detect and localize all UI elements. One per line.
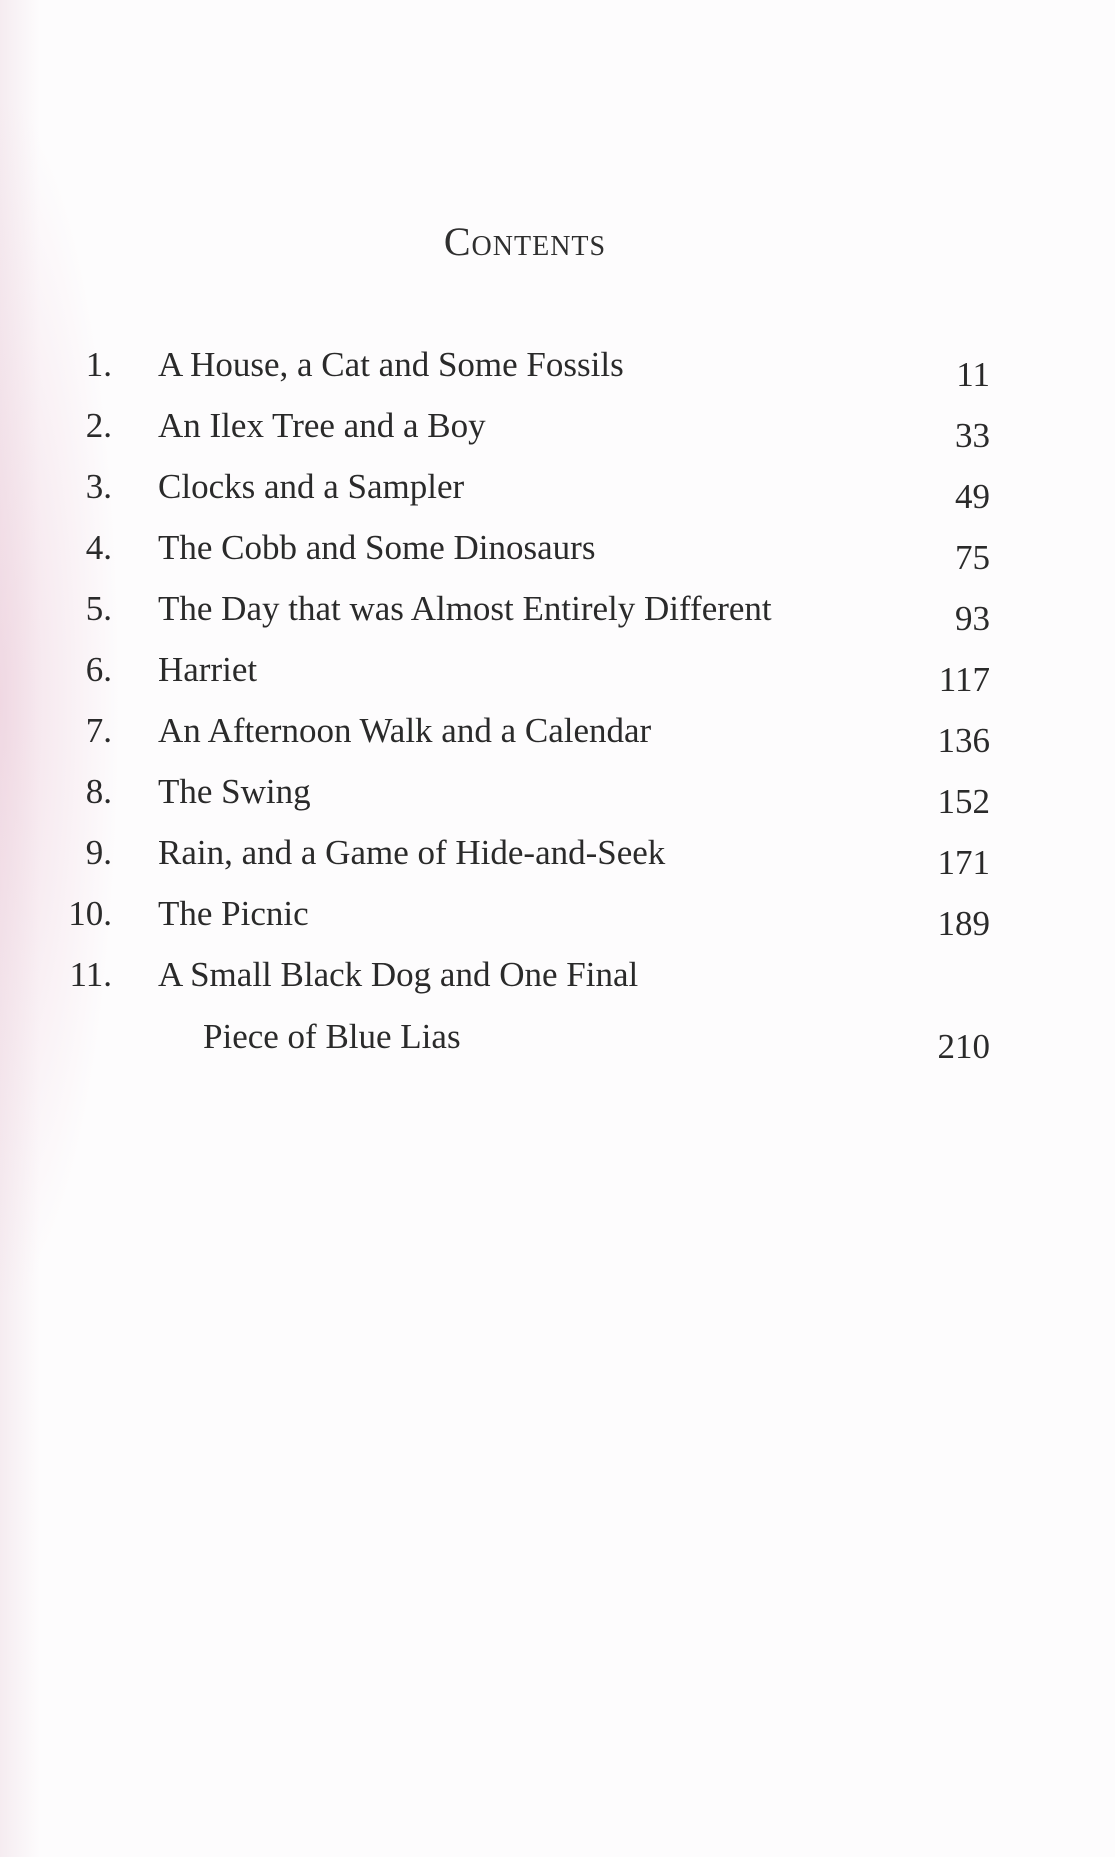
toc-entry <box>40 406 990 467</box>
toc-entry <box>40 345 990 406</box>
table-of-contents <box>40 345 990 1077</box>
chapter-title: The Day that was Almost Entirely Different <box>158 589 772 628</box>
page-number: 171 <box>937 843 990 882</box>
page-number: 93 <box>955 599 990 638</box>
chapter-title: A House, a Cat and Some Fossils <box>158 345 624 384</box>
page-number: 117 <box>938 660 990 699</box>
toc-entry <box>40 833 990 894</box>
chapter-number: 7. <box>85 711 112 750</box>
toc-entry <box>40 711 990 772</box>
page-number: 136 <box>937 721 990 760</box>
page-number: 33 <box>955 416 990 455</box>
chapter-number: 11. <box>69 955 112 994</box>
toc-entry <box>40 955 990 1077</box>
toc-entry <box>40 894 990 955</box>
chapter-title <box>158 955 638 1057</box>
chapter-title: An Afternoon Walk and a Calendar <box>158 711 652 750</box>
chapter-number: 5. <box>85 589 112 628</box>
page-number: 152 <box>937 782 990 821</box>
chapter-number: 3. <box>85 467 112 506</box>
page-number: 49 <box>955 477 990 516</box>
chapter-title: An Ilex Tree and a Boy <box>158 406 486 445</box>
chapter-number: 10. <box>68 894 112 933</box>
chapter-number: 9. <box>85 833 112 872</box>
chapter-title: The Swing <box>158 772 311 811</box>
toc-entry <box>40 589 990 650</box>
toc-entry <box>40 650 990 711</box>
page-number: 75 <box>955 538 990 577</box>
chapter-title: Harriet <box>158 650 258 689</box>
chapter-title: Clocks and a Sampler <box>158 467 465 506</box>
page-number: 210 <box>937 1027 990 1066</box>
toc-entry <box>40 467 990 528</box>
toc-entry <box>40 772 990 833</box>
chapter-title-line-1: A Small Black Dog and One Final <box>158 955 639 994</box>
page-number: 11 <box>956 355 990 394</box>
chapter-number: 8. <box>85 772 112 811</box>
chapter-number: 6. <box>85 650 112 689</box>
page-title: Contents <box>443 219 607 264</box>
chapter-title: The Picnic <box>158 894 309 933</box>
chapter-title: The Cobb and Some Dinosaurs <box>158 528 596 567</box>
chapter-title-line-2: Piece of Blue Lias <box>203 1017 461 1056</box>
toc-entry <box>40 528 990 589</box>
chapter-number: 2. <box>85 406 112 445</box>
page-number: 189 <box>937 904 990 943</box>
chapter-number: 1. <box>85 345 112 384</box>
chapter-number: 4. <box>85 528 112 567</box>
chapter-title: Rain, and a Game of Hide-and-Seek <box>158 833 666 872</box>
